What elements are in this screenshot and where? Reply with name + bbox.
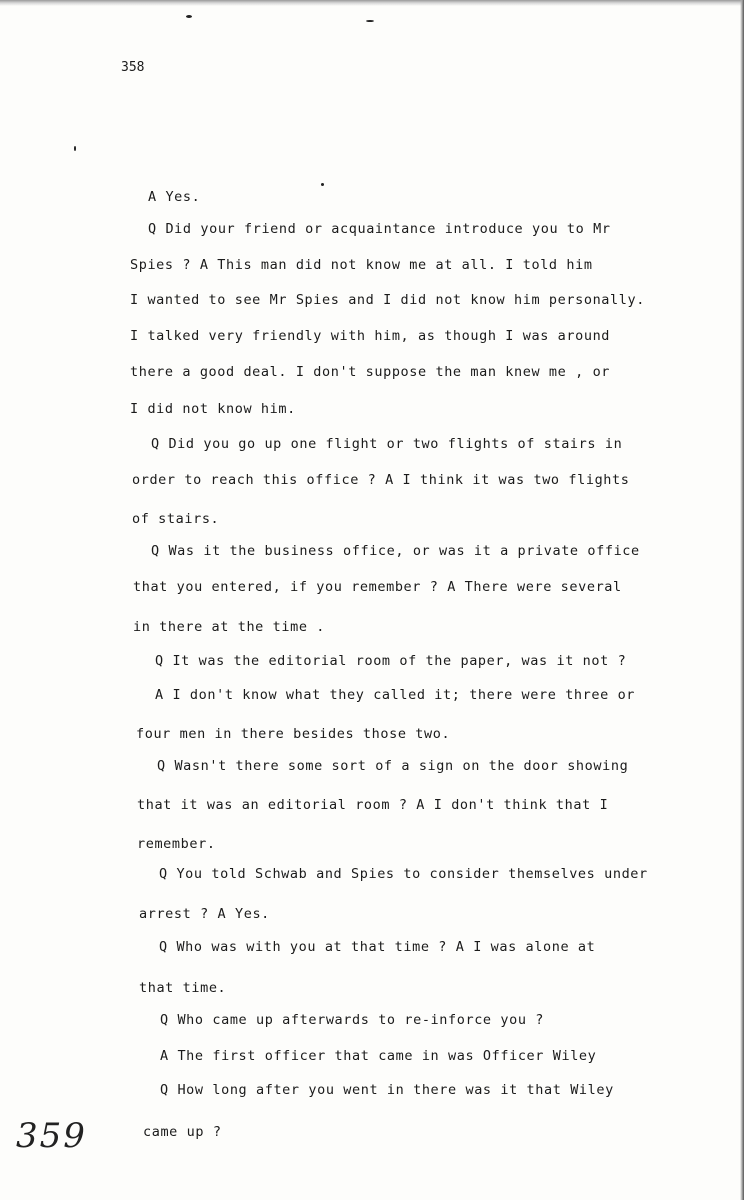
transcript-line: there a good deal. I don't suppose the man knew me , or bbox=[130, 364, 611, 380]
transcript-line: Q It was the editorial room of the paper, was it not ? bbox=[155, 653, 627, 669]
transcript-line: Q Did your friend or acquaintance introduce you to Mr bbox=[148, 221, 611, 237]
transcript-line: A I don't know what they called it; there were three or bbox=[155, 687, 636, 703]
ink-speck bbox=[74, 146, 76, 151]
handwritten-page-number: 359 bbox=[16, 1116, 87, 1156]
transcript-line: that you entered, if you remember ? A There were several bbox=[133, 579, 622, 595]
page-right-edge bbox=[740, 0, 744, 1200]
transcript-line: that it was an editorial room ? A I don't think that I bbox=[137, 797, 609, 813]
ink-speck bbox=[321, 183, 324, 186]
transcript-line: Q How long after you went in there was it that Wiley bbox=[160, 1082, 614, 1098]
transcript-line: Spies ? A This man did not know me at all. I told him bbox=[130, 257, 593, 273]
transcript-line: I wanted to see Mr Spies and I did not know him personally. bbox=[130, 292, 645, 308]
transcript-line: I did not know him. bbox=[130, 401, 296, 417]
transcript-line: arrest ? A Yes. bbox=[139, 906, 270, 922]
transcript-line: four men in there besides those two. bbox=[136, 726, 451, 742]
transcript-line: in there at the time . bbox=[133, 619, 326, 635]
transcript-line: Q Who was with you at that time ? A I was alone at bbox=[159, 939, 596, 955]
transcript-line: A The first officer that came in was Officer Wiley bbox=[160, 1048, 597, 1064]
ink-speck bbox=[186, 15, 192, 18]
transcript-line: Q Wasn't there some sort of a sign on the door showing bbox=[157, 758, 629, 774]
page-top-edge bbox=[0, 0, 744, 6]
transcript-line: I talked very friendly with him, as though I was around bbox=[130, 328, 611, 344]
transcript-line: came up ? bbox=[143, 1124, 222, 1140]
transcript-line: A Yes. bbox=[148, 189, 201, 205]
page-number: 358 bbox=[121, 60, 145, 75]
transcript-line: Q Did you go up one flight or two flights of stairs in bbox=[151, 436, 623, 452]
transcript-line: remember. bbox=[137, 836, 216, 852]
transcript-line: Q Was it the business office, or was it a private office bbox=[151, 543, 640, 559]
transcript-line: Q Who came up afterwards to re-inforce you ? bbox=[160, 1012, 545, 1028]
transcript-line: Q You told Schwab and Spies to consider themselves under bbox=[159, 866, 648, 882]
transcript-line: that time. bbox=[139, 980, 227, 996]
transcript-line: of stairs. bbox=[132, 511, 220, 527]
transcript-line: order to reach this office ? A I think it was two flights bbox=[132, 472, 630, 488]
ink-speck bbox=[366, 20, 374, 22]
